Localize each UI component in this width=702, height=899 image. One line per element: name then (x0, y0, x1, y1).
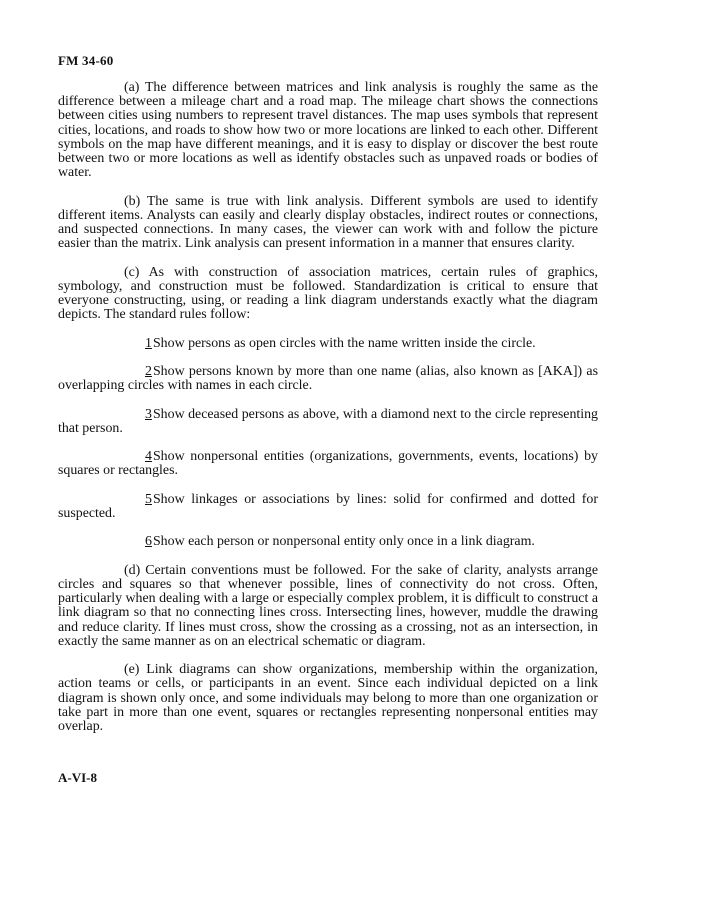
paragraph-text: Certain conventions must be followed. For the sake of clarity, analysts arrange circles and squares so that whenever possible, lines of connectivity do not cross. Often, particularly when dealing with a large or especially complex problem, it is difficult to construct a link diagram so that no connecting lines cross. Intersecting lines, however, muddle the drawing and reduce clarity. If lines must cross, show the crossing as a crossing, not as an intersection, in exactly the same manner as on an electrical schematic or diagram. (58, 562, 598, 649)
rule-item-6 (58, 535, 598, 549)
rule-text: Show persons known by more than one name (alias, also known as [AKA]) as overlapping circles with names in each circle. (58, 364, 598, 394)
paragraph-marker: (e) (124, 662, 140, 678)
paragraph-text: The difference between matrices and link analysis is roughly the same as the difference between a mileage chart and a road map. The mileage chart shows the connections between cities using numbers to represent travel distances. The map uses symbols that represent cities, locations, and roads to show how two or more locations are linked to each other. Different symbols on the map have different meanings, and it is easy to display or discover the best route between two or more locations as well as identify obstacles such as unpaved roads or bodies of water. (58, 80, 598, 181)
rule-item-2 (58, 365, 598, 393)
rule-number: 6 (145, 534, 152, 550)
rule-number: 2 (145, 364, 152, 379)
rule-number: 4 (145, 449, 152, 465)
paragraph-e (58, 663, 598, 734)
paragraph-a (58, 81, 598, 180)
rule-text: Show each person or nonpersonal entity only once in a link diagram. (152, 534, 535, 550)
rule-text: Show nonpersonal entities (organizations, governments, events, locations) by squares or rectangles. (58, 449, 598, 479)
page-header-doc-id: FM 34-60 (58, 53, 114, 68)
rule-text: Show linkages or associations by lines: solid for confirmed and dotted for suspected. (58, 491, 598, 521)
rule-item-5 (58, 493, 598, 521)
paragraph-marker: (c) (124, 264, 140, 280)
rule-item-1 (58, 337, 598, 351)
rule-text: Show persons as open circles with the name written inside the circle. (152, 335, 536, 351)
body-text (58, 81, 598, 748)
paragraph-text: The same is true with link analysis. Different symbols are used to identify different items. Analysts can easily and clearly display obstacles, indirect routes or connections, and suspected connections. In many cases, the viewer can work with and follow the picture easier than the matrix. Link analysis can present information in a manner that ensures clarity. (58, 193, 598, 252)
rule-item-3 (58, 408, 598, 436)
paragraph-b (58, 195, 598, 252)
paragraph-d (58, 564, 598, 649)
page-number: A-VI-8 (58, 770, 97, 785)
paragraph-c (58, 266, 598, 323)
rule-item-4 (58, 450, 598, 478)
paragraph-marker: (d) (124, 562, 141, 578)
rule-number: 3 (145, 406, 152, 422)
paragraph-marker: (b) (124, 193, 141, 209)
rule-number: 5 (145, 491, 152, 507)
paragraph-text: As with construction of association matrices, certain rules of graphics, symbology, and construction must be followed. Standardization is critical to ensure that everyone constructing, using, or reading a link diagram understands exactly what the diagram depicts. The standard rules follow: (58, 264, 598, 323)
paragraph-text: Link diagrams can show organizations, membership within the organization, action teams or cells, or participants in an event. Since each individual depicted on a link diagram is shown only once, and some individuals may belong to more than one organization or take part in more than one event, squares or rectangles representing nonpersonal entities may overlap. (58, 662, 598, 734)
rule-number: 1 (145, 335, 152, 351)
paragraph-marker: (a) (124, 80, 140, 95)
rule-text: Show deceased persons as above, with a diamond next to the circle representing that person. (58, 406, 598, 436)
